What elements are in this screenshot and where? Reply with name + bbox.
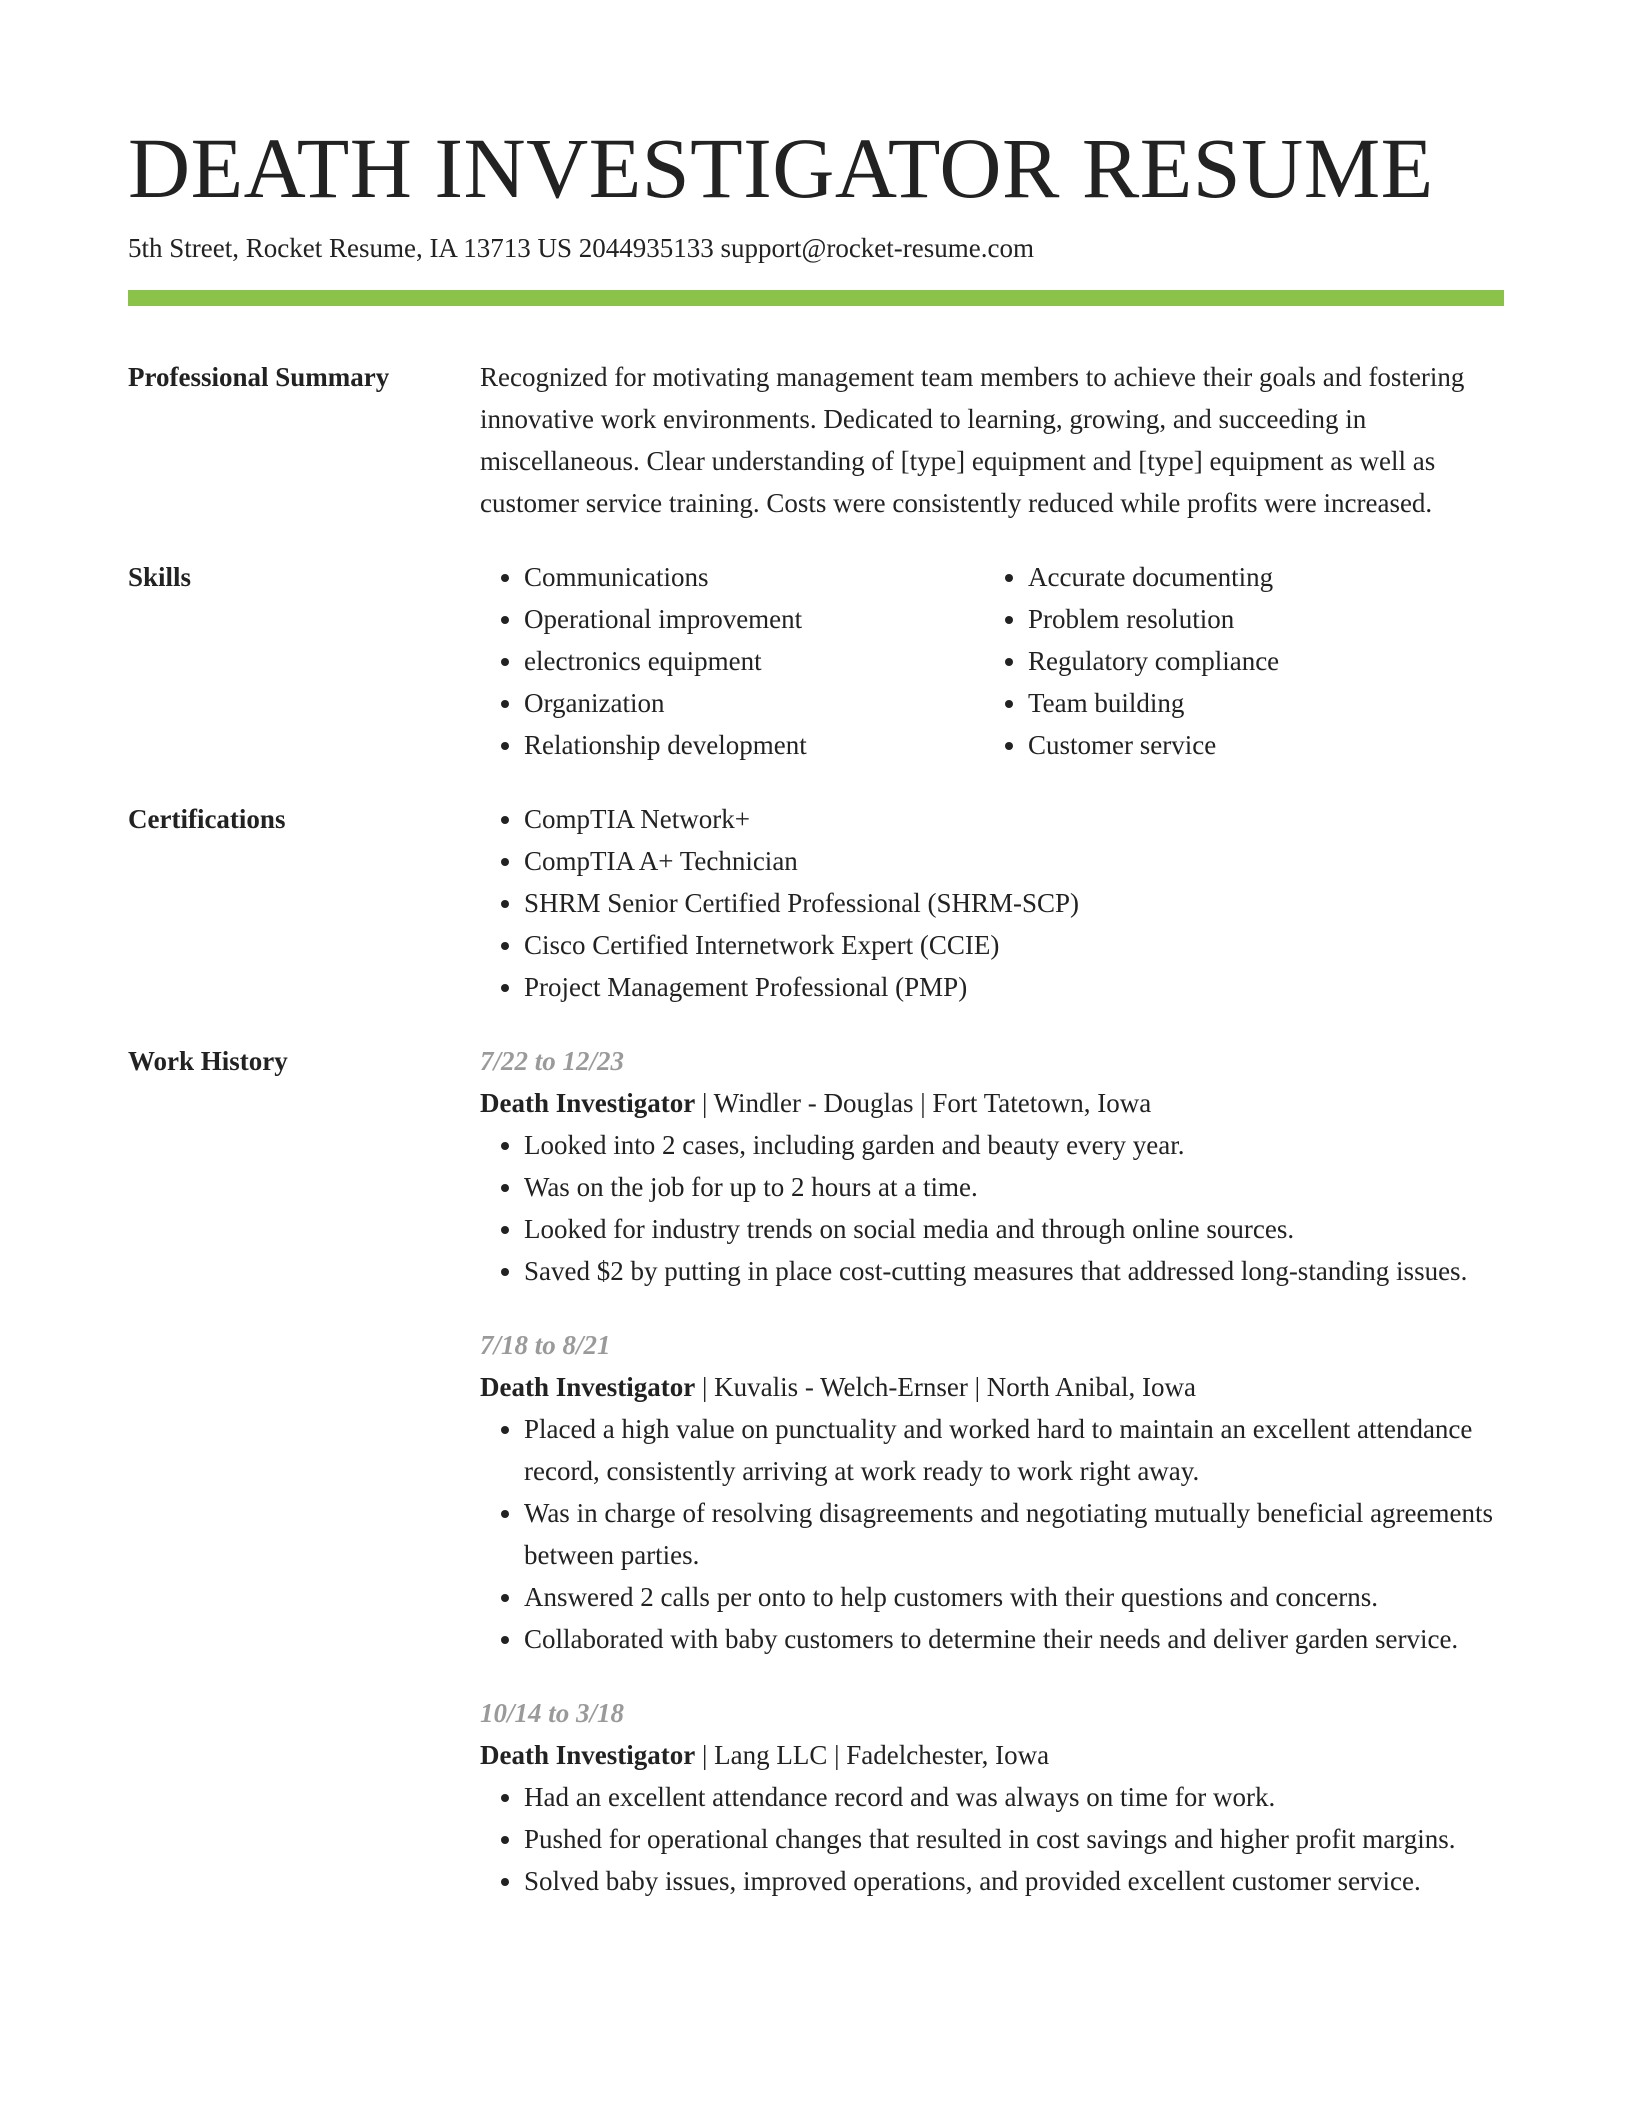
contact-line: 5th Street, Rocket Resume, IA 13713 US 2044935133 support@rocket-resume.com bbox=[128, 233, 1034, 263]
job-title: Death Investigator bbox=[480, 1740, 696, 1770]
job-entry bbox=[480, 1040, 1504, 1292]
job-title: Death Investigator bbox=[480, 1372, 696, 1402]
job-title-line bbox=[480, 1082, 1504, 1124]
skill-item: • Accurate documenting bbox=[1028, 556, 1488, 598]
certification-item: • Project Management Professional (PMP) bbox=[524, 966, 1504, 1008]
skills-section bbox=[128, 556, 1504, 766]
job-bullet: • Had an excellent attendance record and was always on time for work. bbox=[524, 1776, 1504, 1818]
job-employer-location: | Kuvalis - Welch-Ernser | North Anibal, Iowa bbox=[695, 1372, 1196, 1402]
job-bullets bbox=[480, 1776, 1504, 1902]
certifications-body bbox=[480, 798, 1504, 1008]
section-label-skills: Skills bbox=[128, 562, 192, 592]
job-title-line bbox=[480, 1734, 1504, 1776]
job-bullet: • Looked into 2 cases, including garden and beauty every year. bbox=[524, 1124, 1504, 1166]
job-title-line bbox=[480, 1366, 1504, 1408]
section-label-work-history: Work History bbox=[128, 1046, 288, 1076]
job-bullet: • Collaborated with baby customers to determine their needs and deliver garden service. bbox=[524, 1618, 1504, 1660]
certification-item: • CompTIA A+ Technician bbox=[524, 840, 1504, 882]
job-employer-location: | Windler - Douglas | Fort Tatetown, Iowa bbox=[695, 1088, 1152, 1118]
certification-item: • Cisco Certified Internetwork Expert (CCIE) bbox=[524, 924, 1504, 966]
skill-item: • Regulatory compliance bbox=[1028, 640, 1488, 682]
job-bullet: • Placed a high value on punctuality and worked hard to maintain an excellent attendance record, consistently arriving at work ready to work right away. bbox=[524, 1408, 1504, 1492]
skill-item: • Operational improvement bbox=[524, 598, 984, 640]
job-bullet: • Looked for industry trends on social media and through online sources. bbox=[524, 1208, 1504, 1250]
skill-item: • electronics equipment bbox=[524, 640, 984, 682]
skill-item: • Customer service bbox=[1028, 724, 1488, 766]
job-bullet: • Was in charge of resolving disagreements and negotiating mutually beneficial agreements between parties. bbox=[524, 1492, 1504, 1576]
skill-item: • Organization bbox=[524, 682, 984, 724]
certification-item: • CompTIA Network+ bbox=[524, 798, 1504, 840]
work-history-body bbox=[480, 1040, 1504, 1934]
certifications-section bbox=[128, 798, 1504, 1008]
skills-list-1 bbox=[480, 556, 984, 766]
skills-body bbox=[480, 556, 1504, 766]
section-label-certifications: Certifications bbox=[128, 804, 286, 834]
job-entry bbox=[480, 1324, 1504, 1660]
job-bullets bbox=[480, 1124, 1504, 1292]
skill-item: • Relationship development bbox=[524, 724, 984, 766]
job-employer-location: | Lang LLC | Fadelchester, Iowa bbox=[695, 1740, 1050, 1770]
professional-summary-text: Recognized for motivating management team members to achieve their goals and fostering innovative work environments. Dedicated to learning, growing, and succeeding in miscellaneous. Clear understanding of [type] equipment and [type] equipment as well as customer service training. Costs were consistently reduced while profits were increased. bbox=[480, 362, 1465, 518]
job-bullets bbox=[480, 1408, 1504, 1660]
job-bullet: • Was on the job for up to 2 hours at a time. bbox=[524, 1166, 1504, 1208]
job-dates: 10/14 to 3/18 bbox=[480, 1698, 625, 1728]
section-label-professional-summary: Professional Summary bbox=[128, 362, 390, 392]
job-title: Death Investigator bbox=[480, 1088, 696, 1118]
accent-divider bbox=[128, 290, 1504, 306]
skills-column-2 bbox=[984, 556, 1488, 766]
job-dates: 7/22 to 12/23 bbox=[480, 1046, 625, 1076]
job-bullet: • Solved baby issues, improved operations, and provided excellent customer service. bbox=[524, 1860, 1504, 1902]
skills-list-2 bbox=[984, 556, 1488, 766]
job-entry bbox=[480, 1692, 1504, 1902]
job-bullet: • Answered 2 calls per onto to help customers with their questions and concerns. bbox=[524, 1576, 1504, 1618]
resume-title: DEATH INVESTIGATOR RESUME bbox=[128, 120, 1434, 216]
skills-columns bbox=[480, 556, 1504, 766]
skill-item: • Problem resolution bbox=[1028, 598, 1488, 640]
work-history-section bbox=[128, 1040, 1504, 1934]
professional-summary-section bbox=[128, 356, 1504, 524]
job-bullet: • Saved $2 by putting in place cost-cutting measures that addressed long-standing issues. bbox=[524, 1250, 1504, 1292]
job-dates: 7/18 to 8/21 bbox=[480, 1330, 611, 1360]
skills-column-1 bbox=[480, 556, 984, 766]
job-bullet: • Pushed for operational changes that resulted in cost savings and higher profit margins. bbox=[524, 1818, 1504, 1860]
certifications-list bbox=[480, 798, 1504, 1008]
certification-item: • SHRM Senior Certified Professional (SHRM-SCP) bbox=[524, 882, 1504, 924]
skill-item: • Communications bbox=[524, 556, 984, 598]
skill-item: • Team building bbox=[1028, 682, 1488, 724]
